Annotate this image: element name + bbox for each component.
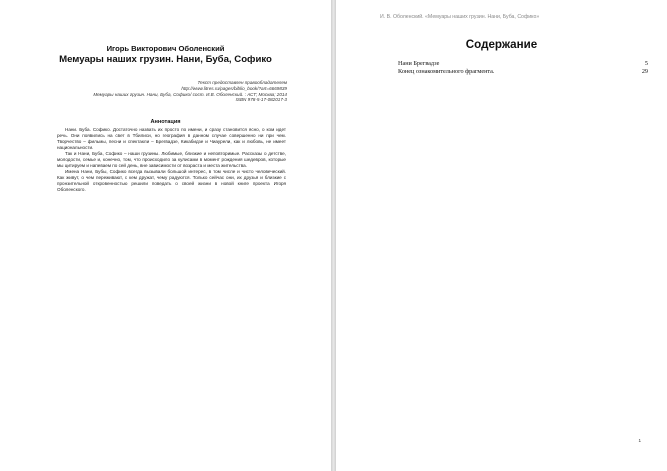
- annotation-heading: Аннотация: [150, 119, 181, 125]
- book-author: Игорь Викторович Оболенский: [106, 44, 225, 53]
- meta-citation-line: Мемуары наших грузин. Нани, Буба, Софико/ сост. И.В. Оболенский. : АСТ; Москва; 2014: [93, 91, 287, 97]
- annotation-paragraph: Так и Нани, Буба, Софико – наши грузины. Любимые, близкие и неповторимые. Рассказы о детстве, молодости, семье и, конечно, том, что происходило за кулисами в момент рождения шедевров, которые мы цитируем и напеваем по сей день, вне зависимости от возраста и места жительства.: [57, 151, 286, 168]
- book-title: Мемуары наших грузин. Нани, Буба, Софико: [59, 54, 272, 65]
- right-page: [336, 0, 667, 471]
- annotation-paragraph: Нани. Буба. Софико. Достаточно назвать их просто по имени, и сразу становится ясно, о ком идет речь. Они появились на свет в Тбилиси, но география в данном случае совершенно ни при чем. Творчество – фильмы, песни и спектакли – Брегвадзе, Кикабидзе и Чиаурели, как и любовь, не имеет национальности.: [57, 127, 286, 150]
- annotation-body: [57, 127, 286, 193]
- toc-entry[interactable]: [398, 68, 648, 76]
- running-header: И. В. Оболенский. «Мемуары наших грузин. Нани, Буба, Софико»: [380, 14, 540, 20]
- toc-entry-page: 29: [641, 68, 648, 75]
- annotation-paragraph: Имена Нани, Бубы, Софико всегда вызывали большой интерес, в том числе и чисто человеческий. Как живут, о чем переживают, с кем дружат, чему радуются. Только сейчас они, их друзья и близкие с пронзительной откровенностью решили поведать о своей жизни в новой книге проекта Игоря Оболенского.: [57, 169, 286, 192]
- page-number: 1: [638, 438, 641, 443]
- meta-url-line[interactable]: http://www.litres.ru/pages/biblio_book/?art=6669839: [181, 85, 287, 91]
- toc-entry-label[interactable]: Нани Брегвадзе: [398, 60, 440, 67]
- toc-entry-label[interactable]: Конец ознакомительного фрагмента.: [398, 68, 495, 75]
- toc-entry[interactable]: [398, 60, 648, 68]
- toc-list: [398, 60, 648, 76]
- toc-title: Содержание: [465, 38, 538, 51]
- left-page: [0, 0, 331, 471]
- meta-isbn-line: ISBN 978-5-17-082017-3: [235, 97, 287, 103]
- meta-rightholder-line: Текст предоставлен правообладателем: [197, 80, 287, 85]
- publication-meta: [47, 80, 287, 103]
- toc-entry-page: 5: [644, 60, 648, 67]
